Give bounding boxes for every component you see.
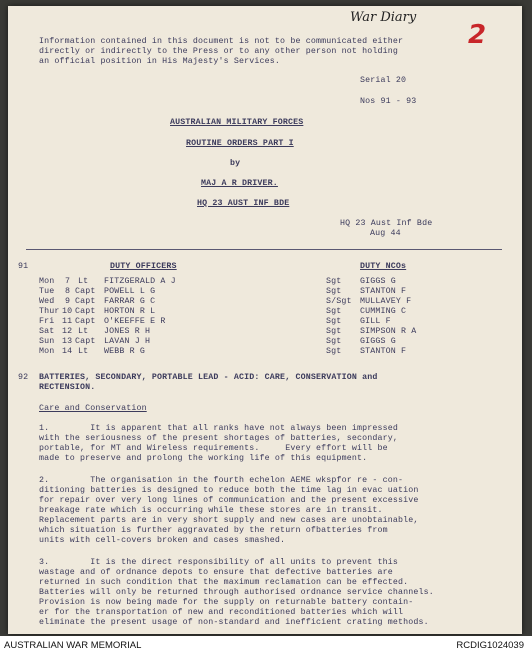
archive-name: AUSTRALIAN WAR MEMORIAL: [4, 640, 142, 651]
document-page: War Diary 2 Information contained in this document is not to be communicated either directly or indirectly to the Press or to any other person not holding an official position in His Majesty's Services. Serial 20 Nos 91 - 93 AUSTRALIAN MILITARY FORCES ROUTINE ORDERS PART I by MAJ A R DRIVER. HQ 23 AUST INF BDE HQ 23 Aust Inf Bde Aug 44 91 DUTY OFFICERS DUTY NCOs Mon 7 Lt FITZGERALD A J Sgt GIGGS G Tue 8 Capt POWELL L G Sgt STANTON F Wed 9 Capt FARRAR G C S/Sgt MULLAVEY F Thur 10 Capt HORTON R L Sgt CUMMING C Fri 11 Capt O'KEEFFE E R Sgt GILL F Sat 12 Lt JONES R H Sgt SIMPSON R A Sun 13 Capt LAVAN J H Sgt GIGGS G Mon 14 Lt WEBB R G Sgt STANTON F 92 BATTERIES, SECONDARY, PORTABLE LEAD - ACID: CARE, CONSERVATION and RECTENSION. Care and Conservation 1. It is apparent that all ranks have not always been impressed with the seriousness of the present shortages of batteries, secondary, portable, for MT and Wireless requirements. Every effort will be made to preserve and prolong the working life of this equipment. 2. The organisation in the fourth echelon AEME wkspfor re - con- ditioning batteries is designed to reduce both the time lag in evac uation for repair over very long lines of communication and the present excessive breakage rate which is occurring while these stores are in transit. Replacement parts are in very short supply and new cases are unobtainable, which situation is further aggravated by the return ofbatteries from units with cell-covers broken and cases smashed. 3. It is the direct responsibility of all units to prevent this wastage and of ordnance depots to ensure that defective batteries are returned in such condition that the maximum reclamation can be effected. Batteries will only be returned through authorised ordnance service channels. Provision is now being made for the supply on returnable battery contain- er for the transportation of new and reconditioned batteries which will eliminate the present usage of non-standard and inefficient crating methods.: [8, 6, 522, 634]
order-numbers: Nos 91 - 93: [360, 97, 417, 106]
handwritten-war-diary-label: War Diary: [350, 10, 417, 25]
archive-footer: [0, 636, 532, 654]
date: Aug 44: [370, 229, 401, 238]
document-title: ROUTINE ORDERS PART I: [186, 139, 294, 148]
red-page-mark: 2: [468, 20, 487, 50]
duty-ncos-heading: DUTY NCOs: [360, 262, 407, 271]
issuing-unit: HQ 23 AUST INF BDE: [197, 199, 290, 208]
order-number-91: 91: [18, 262, 29, 271]
restriction-notice-line: Information contained in this document is not to be communicated either: [39, 37, 404, 46]
force-title: AUSTRALIAN MILITARY FORCES: [170, 118, 304, 127]
issuing-officer: MAJ A R DRIVER.: [201, 179, 278, 188]
restriction-notice-line: an official position in His Majesty's Services.: [39, 57, 281, 66]
care-and-conservation-subheading: Care and Conservation: [39, 404, 147, 413]
order-92-heading: RECTENSION.: [39, 383, 96, 392]
order-92-heading: BATTERIES, SECONDARY, PORTABLE LEAD - ACID: CARE, CONSERVATION and: [39, 373, 378, 382]
divider-line: [26, 249, 502, 250]
duty-officers-heading: DUTY OFFICERS: [110, 262, 177, 271]
order-number-92: 92: [18, 373, 29, 382]
place: HQ 23 Aust Inf Bde: [340, 219, 433, 228]
serial-number: Serial 20: [360, 76, 407, 85]
by-line: by: [230, 159, 241, 168]
restriction-notice-line: directly or indirectly to the Press or to any other person not holding: [39, 47, 399, 56]
archive-reference: RCDIG1024039: [456, 640, 524, 651]
